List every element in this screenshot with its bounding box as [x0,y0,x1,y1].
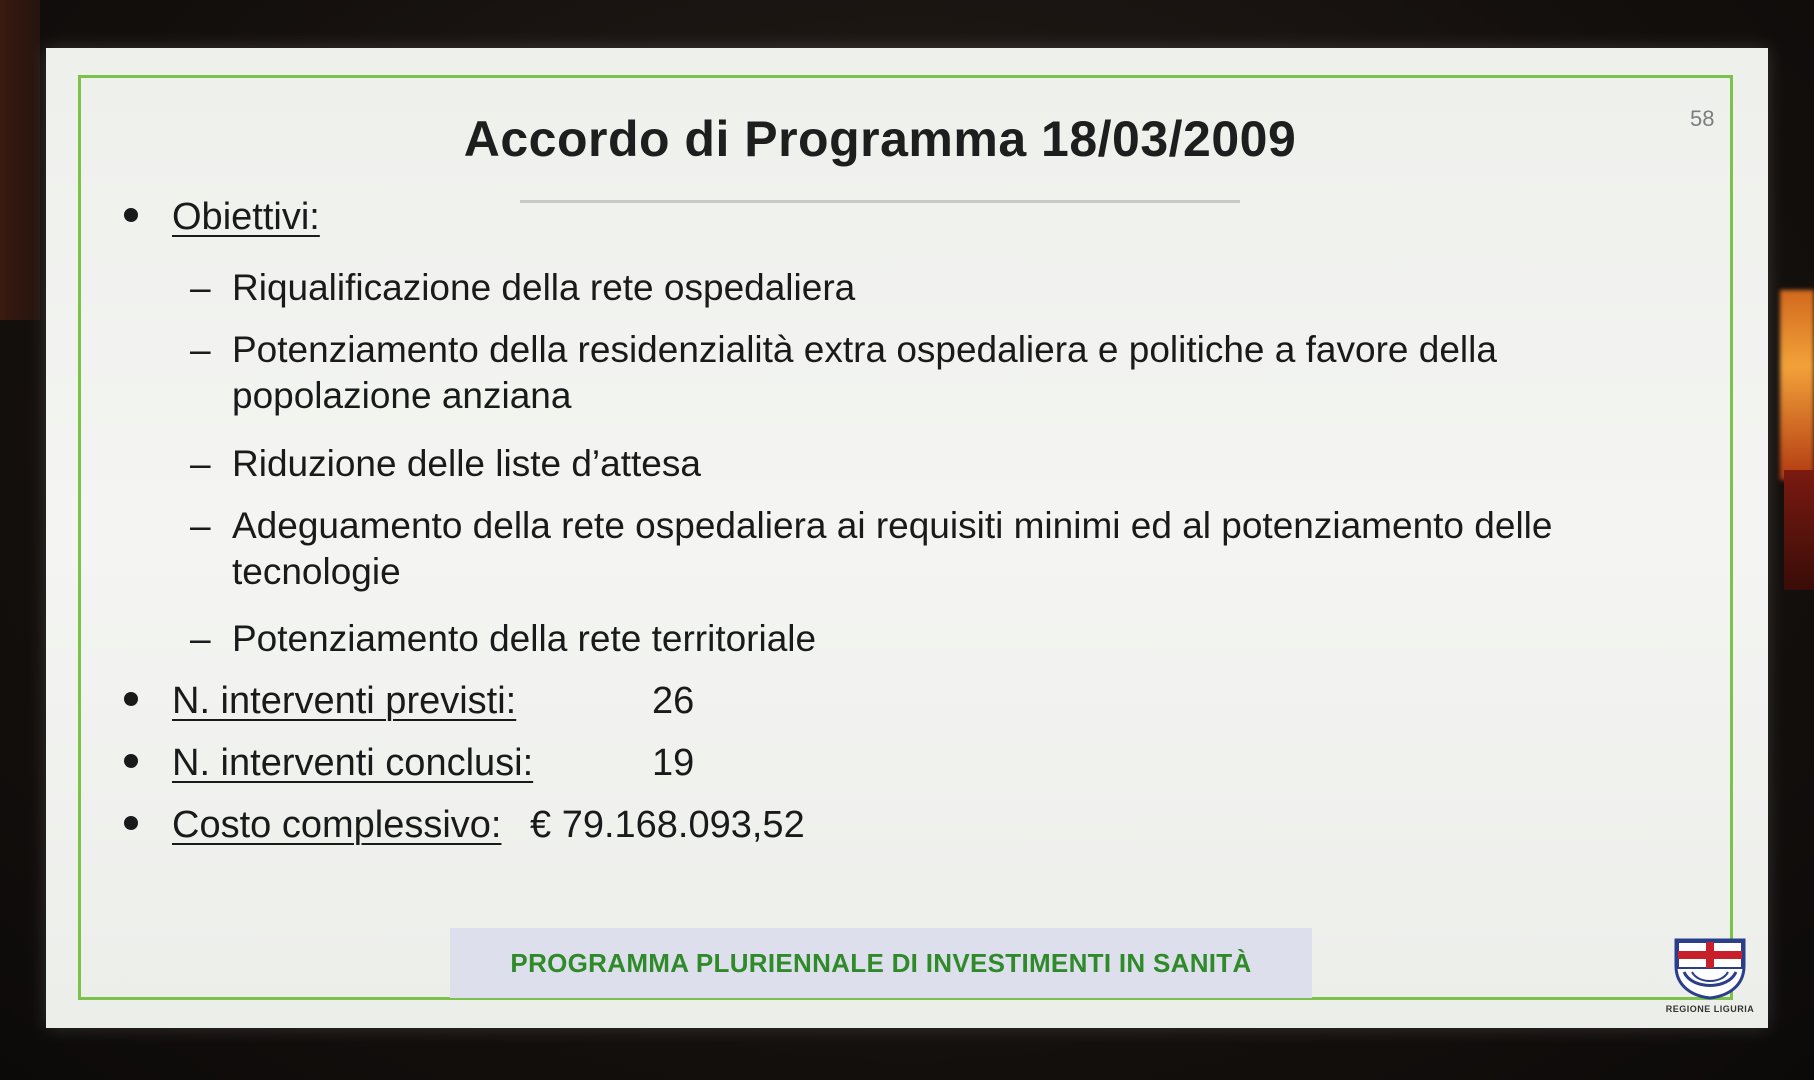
dash-marker: – [190,505,211,546]
bullet-dot [124,816,138,830]
slide-title: Accordo di Programma 18/03/2009 [463,111,1297,167]
regione-liguria-crest-icon [1672,936,1748,1000]
objective-text: Adeguamento della rete ospedaliera ai requisiti minimi ed al potenziamento delle tecnologie [232,505,1553,592]
objective-item [190,265,1702,311]
objectives-label: Obiettivi: [172,196,320,238]
footer-title: PROGRAMMA PLURIENNALE DI INVESTIMENTI IN SANITÀ [510,948,1252,978]
bullet-dot [124,754,138,768]
dash-marker: – [190,267,211,308]
objective-text: Potenziamento della rete territoriale [232,618,817,659]
cost-value: € 79.168.093,52 [530,804,805,846]
objective-text: Riqualificazione della rete ospedaliera [232,267,856,308]
slide-number: 58 [1690,106,1715,131]
objective-item [190,616,1702,662]
bullet-objectives [124,196,320,239]
cost-label: Costo complessivo: [172,804,502,846]
bullet-dot [124,208,138,222]
logo-label: REGIONE LIGURIA [1665,1004,1755,1014]
bullet-cost [124,804,501,847]
completed-value: 19 [652,742,695,784]
dash-marker: – [190,618,211,659]
dash-marker: – [190,329,211,370]
dash-marker: – [190,443,211,484]
objective-item [190,441,1702,487]
bullet-completed [124,742,533,785]
objective-item [190,503,1702,595]
planned-label: N. interventi previsti: [172,680,517,722]
objective-text: Potenziamento della residenzialità extra ospedaliera e politiche a favore della popolazione anziana [232,329,1497,416]
bullet-planned [124,680,516,723]
planned-value: 26 [652,680,695,722]
bullet-dot [124,692,138,706]
objective-item [190,327,1702,419]
objective-text: Riduzione delle liste d’attesa [232,443,701,484]
completed-label: N. interventi conclusi: [172,742,534,784]
